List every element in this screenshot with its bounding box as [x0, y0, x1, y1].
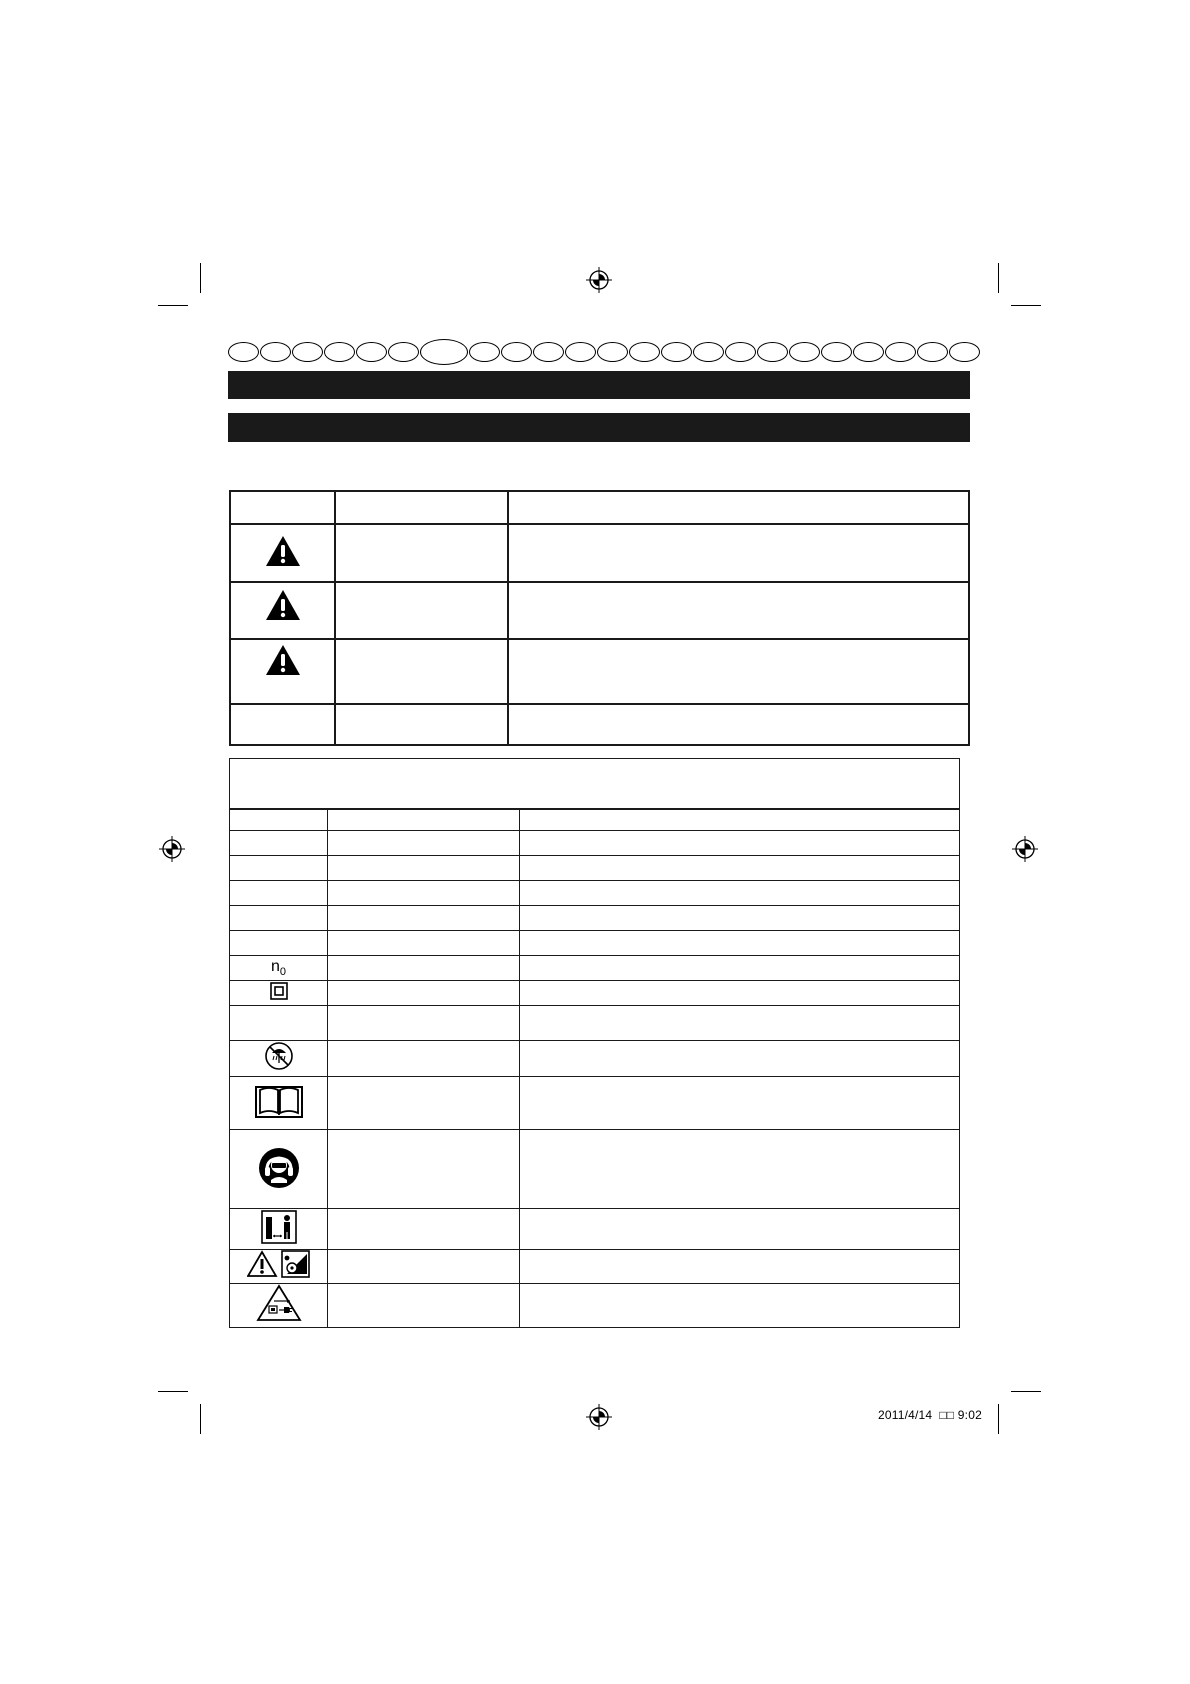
crop-mark	[200, 1404, 201, 1434]
table-row	[230, 1041, 960, 1077]
safety-symbols-table	[229, 490, 970, 746]
table-cell	[520, 1284, 960, 1328]
table-cell	[230, 1250, 328, 1284]
read-manual-icon	[255, 1084, 303, 1118]
language-tab	[260, 342, 291, 362]
table-cell	[328, 1250, 520, 1284]
table-cell	[508, 704, 969, 745]
table-cell	[328, 931, 520, 956]
language-tabs	[228, 340, 972, 366]
language-tab	[949, 342, 980, 362]
table-cell	[230, 809, 328, 831]
table-header-row	[230, 809, 960, 831]
table-cell	[328, 881, 520, 906]
table-cell	[230, 881, 328, 906]
language-tab	[356, 342, 387, 362]
table-row	[230, 1130, 960, 1209]
crop-mark	[1011, 305, 1041, 306]
table-cell	[520, 1209, 960, 1250]
table-cell	[335, 582, 508, 639]
table-cell	[230, 931, 328, 956]
table-row	[230, 639, 969, 704]
language-tab	[324, 342, 355, 362]
product-symbols-table	[229, 758, 960, 1328]
table-cell	[520, 1130, 960, 1209]
table-cell	[520, 1006, 960, 1041]
table-cell	[328, 831, 520, 856]
table-cell	[230, 1209, 328, 1250]
table-cell	[328, 809, 520, 831]
language-tab	[853, 342, 884, 362]
table-cell	[230, 981, 328, 1006]
table-cell	[520, 856, 960, 881]
language-tab	[917, 342, 948, 362]
table-cell	[335, 524, 508, 582]
table-row	[230, 1006, 960, 1041]
registration-mark-icon	[1012, 836, 1038, 862]
table-cell	[230, 1077, 328, 1130]
eye-ear-protection-icon	[258, 1147, 300, 1189]
table-row	[230, 831, 960, 856]
crop-mark	[200, 263, 201, 293]
print-timestamp: 2011/4/14 □□ 9:02	[878, 1408, 982, 1422]
warning-triangle-icon	[265, 644, 301, 676]
table-row	[230, 956, 960, 981]
table-row	[230, 524, 969, 582]
table-cell	[328, 856, 520, 881]
table-row	[230, 1250, 960, 1284]
table-cell	[328, 1130, 520, 1209]
table-row	[230, 931, 960, 956]
table-cell	[520, 881, 960, 906]
language-tab	[693, 342, 724, 362]
language-tab	[565, 342, 596, 362]
table-cell	[230, 639, 335, 704]
table-row	[230, 881, 960, 906]
table-row	[230, 1077, 960, 1130]
language-tab	[725, 342, 756, 362]
registration-mark-icon	[586, 1404, 612, 1430]
no-rain-icon	[264, 1041, 294, 1071]
language-tab	[789, 342, 820, 362]
table-cell	[328, 1284, 520, 1328]
language-tab	[661, 342, 692, 362]
table-cell	[230, 831, 328, 856]
language-tab	[388, 342, 419, 362]
registration-mark-icon	[586, 267, 612, 293]
table-row	[230, 1284, 960, 1328]
table-cell	[328, 1077, 520, 1130]
warning-rotating-blade-icon	[247, 1250, 311, 1278]
table-cell	[328, 906, 520, 931]
table-cell	[520, 1041, 960, 1077]
table-cell	[230, 582, 335, 639]
language-tab	[597, 342, 628, 362]
table-row	[230, 1209, 960, 1250]
table-row	[230, 704, 969, 745]
table-cell	[520, 931, 960, 956]
table-cell	[508, 639, 969, 704]
language-tab	[501, 342, 532, 362]
table-cell	[328, 1006, 520, 1041]
language-tab	[757, 342, 788, 362]
crop-mark	[998, 1404, 999, 1434]
table-cell	[508, 582, 969, 639]
table-cell	[230, 906, 328, 931]
no-load-speed-symbol: $n_0$	[270, 957, 287, 979]
table-cell	[328, 1041, 520, 1077]
table-cell	[230, 1284, 328, 1328]
double-insulation-icon	[270, 982, 288, 1000]
warning-triangle-icon	[265, 589, 301, 621]
section-title-bar	[228, 371, 970, 399]
table-row	[230, 856, 960, 881]
table-cell	[230, 1041, 328, 1077]
table-cell	[335, 639, 508, 704]
warning-triangle-icon	[265, 535, 301, 567]
table-cell	[520, 981, 960, 1006]
table-title-cell	[230, 759, 960, 809]
crop-mark	[998, 263, 999, 293]
table-cell	[520, 906, 960, 931]
crop-mark	[158, 305, 188, 306]
registration-mark-icon	[159, 836, 185, 862]
table-cell	[230, 1130, 328, 1209]
table-cell	[230, 1006, 328, 1041]
unplug-before-maintenance-icon	[256, 1284, 302, 1322]
language-tab	[533, 342, 564, 362]
table-cell	[328, 1209, 520, 1250]
crop-mark	[1011, 1391, 1041, 1392]
subsection-title-bar	[228, 413, 970, 442]
table-cell	[328, 981, 520, 1006]
table-cell	[230, 491, 335, 524]
table-header-row	[230, 491, 969, 524]
language-tab	[228, 342, 259, 362]
table-cell	[520, 1250, 960, 1284]
table-cell	[520, 809, 960, 831]
table-row	[230, 906, 960, 931]
table-cell	[520, 956, 960, 981]
table-cell	[508, 524, 969, 582]
table-row	[230, 582, 969, 639]
language-tab	[292, 342, 323, 362]
table-cell	[328, 956, 520, 981]
language-tab	[420, 339, 468, 365]
keep-bystanders-away-icon	[261, 1210, 297, 1244]
table-cell	[335, 704, 508, 745]
language-tab	[469, 342, 500, 362]
table-cell	[230, 856, 328, 881]
table-title-row	[230, 759, 960, 809]
table-cell	[508, 491, 969, 524]
crop-mark	[158, 1391, 188, 1392]
table-cell	[520, 831, 960, 856]
table-cell	[335, 491, 508, 524]
language-tab	[629, 342, 660, 362]
table-cell	[230, 956, 328, 981]
table-row	[230, 981, 960, 1006]
table-cell	[230, 524, 335, 582]
table-cell	[520, 1077, 960, 1130]
language-tab	[885, 342, 916, 362]
language-tab	[821, 342, 852, 362]
table-cell	[230, 704, 335, 745]
